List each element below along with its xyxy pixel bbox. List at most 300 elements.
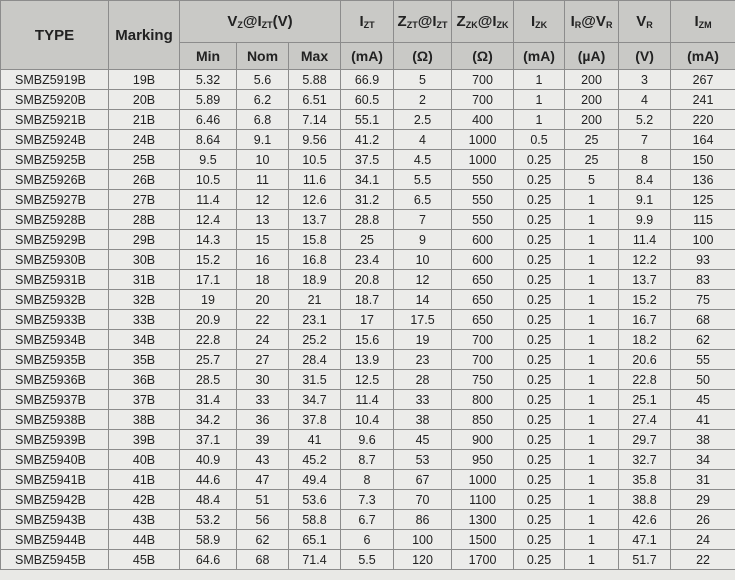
cell-zzk: 900 [452, 430, 514, 450]
cell-izt: 8 [341, 470, 394, 490]
cell-vr: 27.4 [619, 410, 671, 430]
cell-vr: 7 [619, 130, 671, 150]
cell-type: SMBZ5928B [1, 210, 109, 230]
cell-vz-nom: 13 [237, 210, 289, 230]
cell-vz-min: 5.32 [180, 70, 237, 90]
cell-izk: 0.25 [514, 170, 565, 190]
cell-izk: 0.25 [514, 270, 565, 290]
cell-type: SMBZ5941B [1, 470, 109, 490]
cell-izm: 26 [671, 510, 735, 530]
subheader-min: Min [180, 43, 237, 70]
header-vr: $V_R$ [619, 1, 671, 43]
cell-marking: 25B [109, 150, 180, 170]
cell-marking: 21B [109, 110, 180, 130]
subheader-zzt-unit: (Ω) [394, 43, 452, 70]
cell-marking: 40B [109, 450, 180, 470]
cell-type: SMBZ5939B [1, 430, 109, 450]
cell-vz-nom: 10 [237, 150, 289, 170]
cell-zzt: 100 [394, 530, 452, 550]
cell-marking: 19B [109, 70, 180, 90]
cell-izk: 0.25 [514, 290, 565, 310]
cell-izm: 136 [671, 170, 735, 190]
cell-izm: 22 [671, 550, 735, 570]
cell-izm: 62 [671, 330, 735, 350]
cell-marking: 34B [109, 330, 180, 350]
cell-izm: 125 [671, 190, 735, 210]
cell-vr: 9.1 [619, 190, 671, 210]
cell-ir: 25 [565, 150, 619, 170]
cell-zzt: 4 [394, 130, 452, 150]
cell-izm: 38 [671, 430, 735, 450]
cell-zzt: 5.5 [394, 170, 452, 190]
cell-ir: 1 [565, 230, 619, 250]
cell-vz-min: 34.2 [180, 410, 237, 430]
cell-vr: 32.7 [619, 450, 671, 470]
cell-izk: 0.25 [514, 330, 565, 350]
cell-zzk: 650 [452, 270, 514, 290]
cell-ir: 1 [565, 310, 619, 330]
cell-vz-max: 12.6 [289, 190, 341, 210]
cell-izk: 0.25 [514, 430, 565, 450]
cell-zzk: 650 [452, 310, 514, 330]
cell-vz-max: 25.2 [289, 330, 341, 350]
cell-type: SMBZ5937B [1, 390, 109, 410]
cell-vz-min: 19 [180, 290, 237, 310]
cell-ir: 1 [565, 350, 619, 370]
cell-marking: 29B [109, 230, 180, 250]
table-row [1, 230, 735, 250]
cell-vr: 12.2 [619, 250, 671, 270]
cell-vz-max: 71.4 [289, 550, 341, 570]
table-row [1, 250, 735, 270]
cell-ir: 1 [565, 290, 619, 310]
cell-vr: 13.7 [619, 270, 671, 290]
cell-izm: 29 [671, 490, 735, 510]
cell-vz-nom: 6.2 [237, 90, 289, 110]
cell-type: SMBZ5936B [1, 370, 109, 390]
table-row [1, 510, 735, 530]
cell-type: SMBZ5942B [1, 490, 109, 510]
cell-izt: 10.4 [341, 410, 394, 430]
cell-ir: 200 [565, 90, 619, 110]
cell-type: SMBZ5921B [1, 110, 109, 130]
header-zzt-at-izt: $Z_{ZT}@I_{ZT}$ [394, 1, 452, 43]
cell-izm: 75 [671, 290, 735, 310]
cell-vz-min: 17.1 [180, 270, 237, 290]
cell-vz-nom: 6.8 [237, 110, 289, 130]
cell-izt: 18.7 [341, 290, 394, 310]
subheader-nom: Nom [237, 43, 289, 70]
cell-izk: 0.25 [514, 190, 565, 210]
cell-izt: 20.8 [341, 270, 394, 290]
table-row [1, 470, 735, 490]
cell-izt: 13.9 [341, 350, 394, 370]
cell-vz-nom: 15 [237, 230, 289, 250]
subheader-vr-unit: (V) [619, 43, 671, 70]
cell-vz-max: 34.7 [289, 390, 341, 410]
cell-ir: 1 [565, 430, 619, 450]
cell-vz-min: 15.2 [180, 250, 237, 270]
cell-zzt: 12 [394, 270, 452, 290]
cell-ir: 1 [565, 510, 619, 530]
cell-vz-nom: 24 [237, 330, 289, 350]
cell-zzk: 600 [452, 230, 514, 250]
cell-vz-nom: 36 [237, 410, 289, 430]
cell-vz-max: 18.9 [289, 270, 341, 290]
cell-zzk: 400 [452, 110, 514, 130]
cell-ir: 1 [565, 530, 619, 550]
cell-marking: 44B [109, 530, 180, 550]
cell-izk: 0.25 [514, 310, 565, 330]
header-izt: $I_{ZT}$ [341, 1, 394, 43]
cell-vz-max: 15.8 [289, 230, 341, 250]
cell-marking: 32B [109, 290, 180, 310]
cell-vz-max: 37.8 [289, 410, 341, 430]
cell-zzt: 70 [394, 490, 452, 510]
cell-zzk: 550 [452, 210, 514, 230]
cell-izk: 0.25 [514, 450, 565, 470]
cell-marking: 28B [109, 210, 180, 230]
cell-vz-min: 37.1 [180, 430, 237, 450]
table-row [1, 150, 735, 170]
cell-izk: 0.25 [514, 510, 565, 530]
cell-vz-min: 28.5 [180, 370, 237, 390]
cell-izm: 93 [671, 250, 735, 270]
cell-type: SMBZ5945B [1, 550, 109, 570]
cell-ir: 1 [565, 550, 619, 570]
cell-ir: 200 [565, 70, 619, 90]
cell-izm: 164 [671, 130, 735, 150]
cell-zzk: 1000 [452, 470, 514, 490]
cell-type: SMBZ5925B [1, 150, 109, 170]
cell-izm: 220 [671, 110, 735, 130]
table-row [1, 370, 735, 390]
cell-marking: 27B [109, 190, 180, 210]
cell-vz-min: 6.46 [180, 110, 237, 130]
header-izm: $I_{ZM}$ [671, 1, 735, 43]
cell-izm: 45 [671, 390, 735, 410]
table-row [1, 410, 735, 430]
cell-vz-min: 25.7 [180, 350, 237, 370]
cell-type: SMBZ5919B [1, 70, 109, 90]
cell-izm: 31 [671, 470, 735, 490]
cell-zzk: 550 [452, 190, 514, 210]
cell-zzk: 1000 [452, 150, 514, 170]
cell-vz-nom: 12 [237, 190, 289, 210]
table-row [1, 110, 735, 130]
cell-zzk: 1000 [452, 130, 514, 150]
cell-vz-min: 9.5 [180, 150, 237, 170]
cell-izk: 0.25 [514, 250, 565, 270]
cell-marking: 33B [109, 310, 180, 330]
cell-vr: 3 [619, 70, 671, 90]
cell-vz-min: 20.9 [180, 310, 237, 330]
cell-vr: 42.6 [619, 510, 671, 530]
cell-izm: 55 [671, 350, 735, 370]
table-row [1, 330, 735, 350]
cell-vz-min: 40.9 [180, 450, 237, 470]
cell-vz-max: 16.8 [289, 250, 341, 270]
cell-vr: 15.2 [619, 290, 671, 310]
cell-vz-max: 45.2 [289, 450, 341, 470]
cell-vz-max: 41 [289, 430, 341, 450]
cell-vr: 4 [619, 90, 671, 110]
cell-vz-max: 6.51 [289, 90, 341, 110]
cell-vz-min: 5.89 [180, 90, 237, 110]
cell-vz-min: 11.4 [180, 190, 237, 210]
cell-vz-max: 49.4 [289, 470, 341, 490]
cell-izt: 6 [341, 530, 394, 550]
cell-izk: 0.25 [514, 410, 565, 430]
cell-ir: 1 [565, 210, 619, 230]
cell-vz-nom: 18 [237, 270, 289, 290]
cell-vz-nom: 68 [237, 550, 289, 570]
table-row [1, 490, 735, 510]
cell-izm: 68 [671, 310, 735, 330]
cell-vz-max: 58.8 [289, 510, 341, 530]
cell-ir: 1 [565, 490, 619, 510]
cell-izk: 0.25 [514, 350, 565, 370]
cell-izk: 1 [514, 90, 565, 110]
cell-izm: 241 [671, 90, 735, 110]
cell-izt: 9.6 [341, 430, 394, 450]
cell-ir: 1 [565, 410, 619, 430]
subheader-izm-unit: (mA) [671, 43, 735, 70]
cell-vr: 51.7 [619, 550, 671, 570]
cell-vr: 38.8 [619, 490, 671, 510]
header-type: TYPE [1, 1, 109, 70]
cell-vz-min: 64.6 [180, 550, 237, 570]
cell-vr: 8.4 [619, 170, 671, 190]
cell-izm: 24 [671, 530, 735, 550]
table-row [1, 90, 735, 110]
cell-marking: 36B [109, 370, 180, 390]
cell-zzt: 9 [394, 230, 452, 250]
cell-marking: 26B [109, 170, 180, 190]
header-vz-at-izt: $V_Z@I_{ZT}(V)$ [180, 1, 341, 43]
cell-vz-nom: 43 [237, 450, 289, 470]
cell-vr: 47.1 [619, 530, 671, 550]
cell-ir: 5 [565, 170, 619, 190]
cell-type: SMBZ5938B [1, 410, 109, 430]
subheader-ir-unit: (µA) [565, 43, 619, 70]
cell-zzk: 550 [452, 170, 514, 190]
cell-vz-min: 53.2 [180, 510, 237, 530]
cell-izt: 17 [341, 310, 394, 330]
cell-vz-min: 31.4 [180, 390, 237, 410]
cell-izt: 5.5 [341, 550, 394, 570]
table-row [1, 450, 735, 470]
cell-zzk: 700 [452, 90, 514, 110]
cell-vz-nom: 11 [237, 170, 289, 190]
cell-izm: 150 [671, 150, 735, 170]
cell-zzk: 950 [452, 450, 514, 470]
cell-izt: 60.5 [341, 90, 394, 110]
cell-zzt: 6.5 [394, 190, 452, 210]
cell-izt: 41.2 [341, 130, 394, 150]
cell-vz-max: 28.4 [289, 350, 341, 370]
cell-vz-max: 13.7 [289, 210, 341, 230]
cell-izm: 83 [671, 270, 735, 290]
cell-zzt: 28 [394, 370, 452, 390]
subheader-max: Max [289, 43, 341, 70]
cell-type: SMBZ5933B [1, 310, 109, 330]
cell-type: SMBZ5927B [1, 190, 109, 210]
cell-izm: 267 [671, 70, 735, 90]
cell-izk: 0.25 [514, 490, 565, 510]
cell-marking: 41B [109, 470, 180, 490]
cell-zzk: 650 [452, 290, 514, 310]
cell-izk: 1 [514, 110, 565, 130]
cell-vr: 29.7 [619, 430, 671, 450]
cell-izm: 50 [671, 370, 735, 390]
cell-zzk: 1500 [452, 530, 514, 550]
cell-izt: 11.4 [341, 390, 394, 410]
cell-type: SMBZ5929B [1, 230, 109, 250]
cell-marking: 30B [109, 250, 180, 270]
cell-ir: 200 [565, 110, 619, 130]
cell-type: SMBZ5931B [1, 270, 109, 290]
table-row [1, 290, 735, 310]
cell-zzt: 4.5 [394, 150, 452, 170]
table-row [1, 130, 735, 150]
cell-izm: 34 [671, 450, 735, 470]
cell-vz-min: 8.64 [180, 130, 237, 150]
cell-zzt: 14 [394, 290, 452, 310]
cell-ir: 1 [565, 190, 619, 210]
cell-ir: 1 [565, 270, 619, 290]
header-zzk-at-izk: $Z_{ZK}@I_{ZK}$ [452, 1, 514, 43]
cell-vr: 25.1 [619, 390, 671, 410]
cell-izk: 1 [514, 70, 565, 90]
cell-vz-nom: 62 [237, 530, 289, 550]
cell-vz-max: 21 [289, 290, 341, 310]
cell-vz-nom: 47 [237, 470, 289, 490]
cell-marking: 31B [109, 270, 180, 290]
table-row [1, 70, 735, 90]
cell-zzt: 2 [394, 90, 452, 110]
cell-zzt: 10 [394, 250, 452, 270]
cell-type: SMBZ5935B [1, 350, 109, 370]
cell-type: SMBZ5932B [1, 290, 109, 310]
cell-zzt: 17.5 [394, 310, 452, 330]
cell-zzk: 750 [452, 370, 514, 390]
cell-vz-max: 23.1 [289, 310, 341, 330]
cell-vr: 35.8 [619, 470, 671, 490]
cell-vz-max: 7.14 [289, 110, 341, 130]
cell-vz-nom: 56 [237, 510, 289, 530]
cell-type: SMBZ5930B [1, 250, 109, 270]
cell-izk: 0.5 [514, 130, 565, 150]
cell-vz-max: 65.1 [289, 530, 341, 550]
cell-izt: 8.7 [341, 450, 394, 470]
cell-izt: 6.7 [341, 510, 394, 530]
table-row [1, 270, 735, 290]
cell-izk: 0.25 [514, 470, 565, 490]
cell-type: SMBZ5940B [1, 450, 109, 470]
cell-izk: 0.25 [514, 150, 565, 170]
cell-ir: 1 [565, 330, 619, 350]
cell-vr: 9.9 [619, 210, 671, 230]
cell-izk: 0.25 [514, 210, 565, 230]
cell-vz-max: 5.88 [289, 70, 341, 90]
cell-zzt: 120 [394, 550, 452, 570]
cell-type: SMBZ5924B [1, 130, 109, 150]
cell-marking: 24B [109, 130, 180, 150]
cell-vz-min: 12.4 [180, 210, 237, 230]
table-row [1, 550, 735, 570]
cell-izk: 0.25 [514, 390, 565, 410]
cell-zzt: 23 [394, 350, 452, 370]
cell-ir: 1 [565, 390, 619, 410]
cell-izm: 41 [671, 410, 735, 430]
cell-vz-max: 31.5 [289, 370, 341, 390]
cell-ir: 1 [565, 370, 619, 390]
cell-vr: 22.8 [619, 370, 671, 390]
table-row [1, 430, 735, 450]
cell-izt: 7.3 [341, 490, 394, 510]
cell-zzk: 1300 [452, 510, 514, 530]
cell-marking: 38B [109, 410, 180, 430]
cell-vz-nom: 39 [237, 430, 289, 450]
cell-zzt: 86 [394, 510, 452, 530]
cell-izk: 0.25 [514, 550, 565, 570]
cell-izk: 0.25 [514, 530, 565, 550]
cell-zzt: 67 [394, 470, 452, 490]
cell-type: SMBZ5926B [1, 170, 109, 190]
cell-type: SMBZ5943B [1, 510, 109, 530]
table-row [1, 190, 735, 210]
header-marking: Marking [109, 1, 180, 70]
cell-zzk: 850 [452, 410, 514, 430]
cell-vr: 18.2 [619, 330, 671, 350]
cell-zzk: 1700 [452, 550, 514, 570]
cell-vz-nom: 9.1 [237, 130, 289, 150]
cell-ir: 25 [565, 130, 619, 150]
cell-marking: 39B [109, 430, 180, 450]
cell-zzk: 600 [452, 250, 514, 270]
table-row [1, 170, 735, 190]
cell-type: SMBZ5934B [1, 330, 109, 350]
cell-zzt: 2.5 [394, 110, 452, 130]
table-row [1, 350, 735, 370]
cell-zzt: 19 [394, 330, 452, 350]
cell-vz-nom: 33 [237, 390, 289, 410]
cell-zzk: 800 [452, 390, 514, 410]
cell-vr: 8 [619, 150, 671, 170]
cell-type: SMBZ5920B [1, 90, 109, 110]
cell-izt: 31.2 [341, 190, 394, 210]
cell-vz-nom: 51 [237, 490, 289, 510]
cell-izt: 34.1 [341, 170, 394, 190]
cell-izt: 66.9 [341, 70, 394, 90]
cell-vr: 20.6 [619, 350, 671, 370]
cell-zzt: 5 [394, 70, 452, 90]
cell-vz-min: 48.4 [180, 490, 237, 510]
subheader-zzk-unit: (Ω) [452, 43, 514, 70]
cell-vz-min: 14.3 [180, 230, 237, 250]
cell-zzt: 53 [394, 450, 452, 470]
cell-marking: 20B [109, 90, 180, 110]
cell-vz-nom: 5.6 [237, 70, 289, 90]
cell-zzk: 700 [452, 70, 514, 90]
cell-zzt: 38 [394, 410, 452, 430]
cell-vr: 16.7 [619, 310, 671, 330]
table-row [1, 530, 735, 550]
cell-zzt: 7 [394, 210, 452, 230]
cell-ir: 1 [565, 470, 619, 490]
cell-izk: 0.25 [514, 370, 565, 390]
